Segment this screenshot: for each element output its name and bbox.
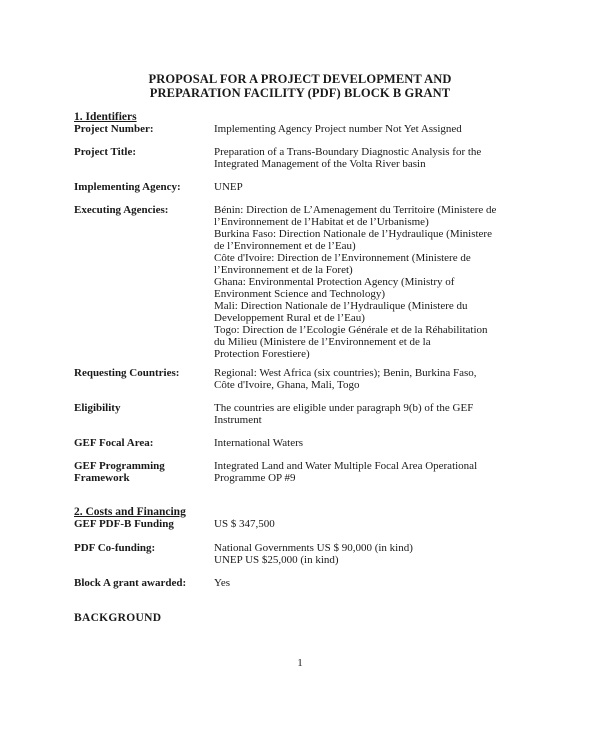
pdf-b-funding-value: US $ 347,500: [214, 518, 275, 530]
requesting-countries-value: [214, 367, 534, 391]
executing-agency-entry: [214, 276, 544, 300]
eligibility-line: The countries are eligible under paragraph 9(b) of the GEF: [214, 402, 474, 414]
pdf-b-funding-label: GEF PDF-B Funding: [74, 518, 174, 530]
co-funding-value: [214, 542, 534, 566]
agency-line: Bénin: Direction de L’Amenagement du Territoire (Ministere de: [214, 204, 497, 216]
project-title-value: [214, 146, 534, 170]
eligibility-value: [214, 402, 534, 426]
co-funding-label: PDF Co-funding:: [74, 542, 156, 554]
page-number: 1: [297, 657, 303, 669]
project-title-label: Project Title:: [74, 146, 137, 158]
executing-agency-entry: [214, 204, 544, 228]
implementing-agency-value: UNEP: [214, 181, 243, 193]
agency-line: Protection Forestiere): [214, 348, 310, 360]
requesting-countries-label: Requesting Countries:: [74, 367, 180, 379]
project-number-value: Implementing Agency Project number Not Yet Assigned: [214, 123, 462, 135]
programming-framework-line: Integrated Land and Water Multiple Focal Area Operational: [214, 460, 478, 472]
agency-line: de l’Environnement et de l’Eau): [214, 240, 356, 252]
focal-area-value: International Waters: [214, 437, 304, 449]
agency-line: Burkina Faso: Direction Nationale de l’Hydraulique (Ministere: [214, 228, 492, 240]
programming-framework-label-line: GEF Programming: [74, 460, 165, 472]
executing-agency-entry: [214, 300, 544, 324]
programming-framework-line: Programme OP #9: [214, 472, 296, 484]
executing-agencies-label: Executing Agencies:: [74, 204, 169, 216]
title-line-2: PREPARATION FACILITY (PDF) BLOCK B GRANT: [149, 86, 451, 100]
background-heading: BACKGROUND: [74, 612, 162, 624]
requesting-countries-line: Côte d'Ivoire, Ghana, Mali, Togo: [214, 379, 360, 391]
agency-line: Environment Science and Technology): [214, 288, 386, 300]
agency-line: du Milieu (Ministere de l’Environnement et de la: [214, 336, 431, 348]
programming-framework-label: [74, 460, 209, 484]
block-a-label: Block A grant awarded:: [74, 577, 187, 589]
co-funding-line: National Governments US $ 90,000 (in kind): [214, 542, 413, 554]
implementing-agency-label: Implementing Agency:: [74, 181, 181, 193]
programming-framework-label-line: Framework: [74, 472, 130, 484]
block-a-value: Yes: [214, 577, 231, 589]
co-funding-line: UNEP US $25,000 (in kind): [214, 554, 339, 566]
executing-agency-entry: [214, 228, 544, 252]
agency-line: Côte d'Ivoire: Direction de l’Environnement (Ministere de: [214, 252, 471, 264]
programming-framework-value: [214, 460, 534, 484]
agency-line: Mali: Direction Nationale de l’Hydraulique (Ministere du: [214, 300, 468, 312]
agency-line: Togo: Direction de l’Ecologie Générale et de la Réhabilitation: [214, 324, 488, 336]
section-costs-heading: 2. Costs and Financing: [74, 506, 186, 518]
eligibility-label: Eligibility: [74, 402, 121, 414]
section-identifiers-heading: 1. Identifiers: [74, 111, 137, 123]
project-number-label: Project Number:: [74, 123, 154, 135]
title-line-1: PROPOSAL FOR A PROJECT DEVELOPMENT AND: [148, 72, 452, 86]
requesting-countries-line: Regional: West Africa (six countries); Benin, Burkina Faso,: [214, 367, 477, 379]
document-title: [0, 72, 600, 100]
eligibility-line: Instrument: [214, 414, 262, 426]
project-title-line: Preparation of a Trans-Boundary Diagnostic Analysis for the: [214, 146, 482, 158]
agency-line: l’Environnement de l’Habitat et de l’Urbanisme): [214, 216, 429, 228]
agency-line: l’Environnement et de la Foret): [214, 264, 353, 276]
executing-agency-entry: [214, 324, 544, 360]
executing-agency-entry: [214, 252, 544, 276]
agency-line: Developpement Rural et de l’Eau): [214, 312, 365, 324]
focal-area-label: GEF Focal Area:: [74, 437, 154, 449]
project-title-line: Integrated Management of the Volta River basin: [214, 158, 426, 170]
agency-line: Ghana: Environmental Protection Agency (Ministry of: [214, 276, 455, 288]
executing-agencies-list: [214, 204, 544, 360]
